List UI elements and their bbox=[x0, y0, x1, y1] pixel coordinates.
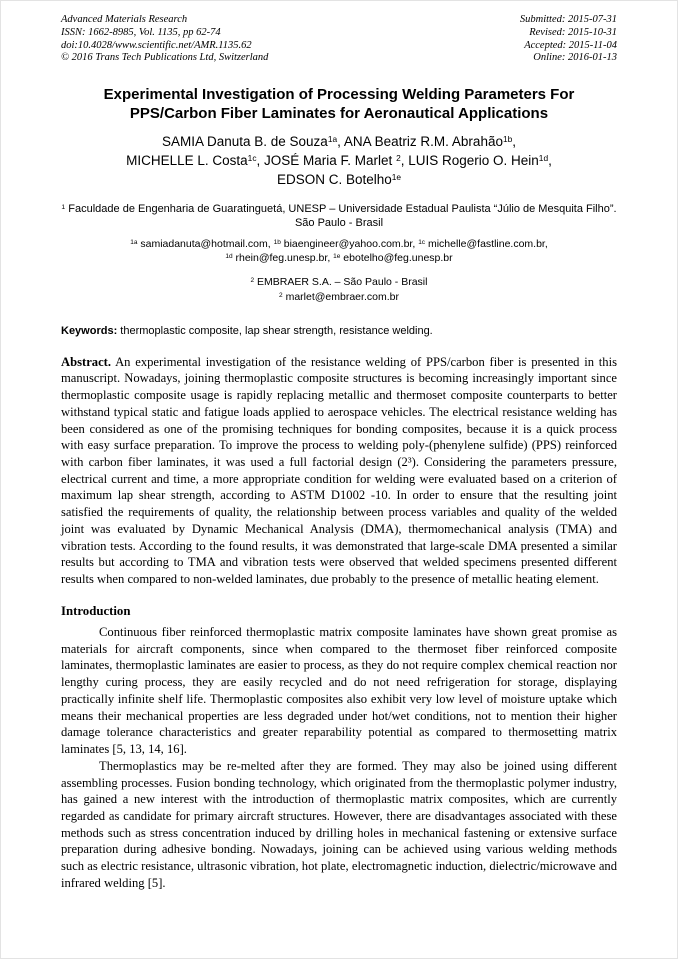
affiliation-text: Faculdade de Engenharia de Guaratinguetá, UNESP – Universidade Estadual Paulista “Júlio de Mesquita Filho”. São Paulo - Brasil bbox=[65, 203, 617, 230]
abstract-label: Abstract. bbox=[61, 354, 112, 369]
affiliation-text: EMBRAER S.A. – São Paulo - Brasil bbox=[254, 275, 428, 288]
author-superscript: 1d bbox=[538, 152, 549, 163]
affiliation-superscript: 1 bbox=[61, 203, 66, 211]
author-name-text: EDSON C. Botelho bbox=[276, 171, 392, 187]
author-name-text: MICHELLE L. Costa bbox=[126, 152, 248, 168]
doi-line: doi:10.4028/www.scientific.net/AMR.1135.62 bbox=[61, 39, 252, 51]
email-separator: , bbox=[544, 237, 548, 250]
author-list bbox=[61, 132, 617, 189]
email-superscript: 1a bbox=[130, 238, 138, 246]
author-separator: , bbox=[256, 152, 265, 168]
author-separator: , bbox=[400, 152, 409, 168]
email-address: rhein@feg.unesp.br bbox=[232, 251, 328, 264]
email-separator: , bbox=[327, 251, 334, 264]
email-address: biaengineer@yahoo.com.br bbox=[280, 237, 413, 250]
email-list-1 bbox=[61, 237, 617, 265]
submission-dates bbox=[520, 14, 617, 65]
email-item bbox=[274, 238, 419, 250]
email-separator: , bbox=[267, 237, 274, 250]
author-name bbox=[344, 134, 516, 149]
author-superscript: 1a bbox=[327, 133, 338, 144]
paper-title: Experimental Investigation of Processing Welding Parameters For PPS/Carbon Fiber Laminates for Aeronautical Applications bbox=[103, 86, 575, 123]
author-name-text: LUIS Rogerio O. Hein bbox=[408, 152, 539, 168]
email-item bbox=[225, 252, 333, 264]
author-superscript: 2 bbox=[396, 152, 401, 163]
author-superscript: 1e bbox=[391, 172, 402, 183]
keywords-label: Keywords: bbox=[61, 325, 118, 338]
email-list-2 bbox=[61, 290, 617, 304]
email-item bbox=[418, 238, 548, 250]
author-name bbox=[408, 153, 552, 168]
email-superscript: 1d bbox=[225, 252, 233, 260]
submitted-date: Submitted: 2015-07-31 bbox=[519, 14, 617, 25]
section-heading-introduction: Introduction bbox=[61, 603, 131, 618]
author-superscript: 1c bbox=[247, 152, 257, 163]
author-name-text: ANA Beatriz R.M. Abrahão bbox=[343, 133, 503, 149]
email-superscript: 1b bbox=[273, 238, 281, 246]
keywords-text: thermoplastic composite, lap shear strength, resistance welding. bbox=[117, 325, 433, 338]
email-item bbox=[333, 252, 452, 264]
abstract-text: An experimental investigation of the resistance welding of PPS/carbon fiber is presented in this manuscript. Nowadays, joining thermoplastic composite structures is becoming increasingly important since thermoplastic composite usage is rapidly replacing metallic and thermoset composite counterparts to better withstand typical static and fatigue loads applied to aerospace vehicles. The electrical resistance welding has been considered as one of the promising techniques for bonding composites, because it is a quick process with easy surface preparation. To improve the process to welding poly-(phenylene sulfide) (PPS) reinforced with carbon fiber laminates, it was used a full factorial design (2³). Considering the parameters pressure, electrical current and time, a more appropriate condition for welding were evaluated based on a criterion of maximum lap shear strength, according to ASTM D1002 -10. In order to ensure that the resulting joint satisfied the requirements of quality, the relationship between process variables and quality of the welded joint was evaluated by Dynamic Mechanical Analysis (DMA), thermomechanical analysis (TMA) and vibration tests. According to the found results, it was demonstrated that large-scale DMA presented a similar results but according to TMA and vibration tests were observed that welded specimens presented different results when compared to non-welded laminates, due probably to the presence of metallic heating element. bbox=[61, 354, 617, 587]
affiliation-2 bbox=[61, 275, 617, 289]
journal-name: Advanced Materials Research bbox=[61, 14, 188, 25]
email-superscript: 1e bbox=[333, 252, 341, 260]
issn-volume-line: ISSN: 1662-8985, Vol. 1135, pp 62-74 bbox=[61, 26, 221, 38]
author-name-text: SAMIA Danuta B. de Souza bbox=[161, 133, 328, 149]
email-superscript: 1c bbox=[418, 238, 426, 246]
journal-header bbox=[61, 14, 617, 65]
author-name-text: JOSÉ Maria F. Marlet bbox=[264, 152, 397, 168]
author-superscript: 1b bbox=[502, 133, 513, 144]
online-date: Online: 2016-01-13 bbox=[533, 52, 617, 64]
email-address: michelle@fastline.com.br bbox=[425, 237, 545, 250]
email-superscript: 2 bbox=[279, 292, 283, 300]
author-separator: , bbox=[548, 152, 552, 168]
email-address: samiadanuta@hotmail.com bbox=[137, 237, 268, 250]
revised-date: Revised: 2015-10-31 bbox=[529, 26, 617, 38]
author-separator: , bbox=[337, 133, 344, 149]
journal-info bbox=[61, 14, 268, 65]
copyright-line: © 2016 Trans Tech Publications Ltd, Switzerland bbox=[61, 52, 269, 64]
author-name bbox=[126, 153, 264, 168]
author-name bbox=[277, 172, 401, 187]
author-separator: , bbox=[512, 133, 517, 149]
keywords-line bbox=[61, 324, 617, 338]
affiliation-1 bbox=[61, 202, 617, 231]
email-separator: , bbox=[412, 237, 419, 250]
intro-paragraph-1: Continuous fiber reinforced thermoplastic matrix composite laminates have shown great promise as materials for aircraft components, since when compared to the thermoset fiber reinforced composite laminates, thermoplastic laminates are easier to process, as they do not require complex chemical reaction nor lengthy curing process, they are easily recycled and do not need refrigeration for storage, displaying practically infinite shelf life. Thermoplastic composites also exhibit very low level of moisture uptake which means their mechanical properties are less degraded under hot/wet conditions, not to mention their higher damage tolerance characteristics and greater reparability potential as compared to thermosetting matrix laminates [5, 13, 14, 16]. bbox=[61, 624, 617, 757]
author-name bbox=[162, 134, 344, 149]
email-address: ebotelho@feg.unesp.br bbox=[340, 251, 453, 264]
intro-paragraph-2: Thermoplastics may be re-melted after they are formed. They may also be joined using different assembling processes. Fusion bonding technology, which originated from the thermoplastic polymer industry, has gained a new interest with the introduction of thermoplastic matrix composites, which are currently regarded as candidate for primary aircraft structures. However, there are disadvantages associated with these methods such as stress concentration induced by drilling holes in mechanical fastening or extensive surface preparation during adhesive bonding. Nowadays, joining can be achieved using various welding methods such as electric resistance, ultrasonic vibration, hot plate, electromagnetic induction, dielectric/microwave and infrared welding [5]. bbox=[61, 758, 617, 890]
author-name bbox=[264, 153, 408, 168]
abstract-paragraph bbox=[61, 354, 617, 588]
email-address: marlet@embraer.com.br bbox=[282, 291, 399, 304]
affiliation-superscript: 2 bbox=[250, 277, 255, 285]
email-item bbox=[130, 238, 273, 250]
accepted-date: Accepted: 2015-11-04 bbox=[524, 39, 617, 51]
